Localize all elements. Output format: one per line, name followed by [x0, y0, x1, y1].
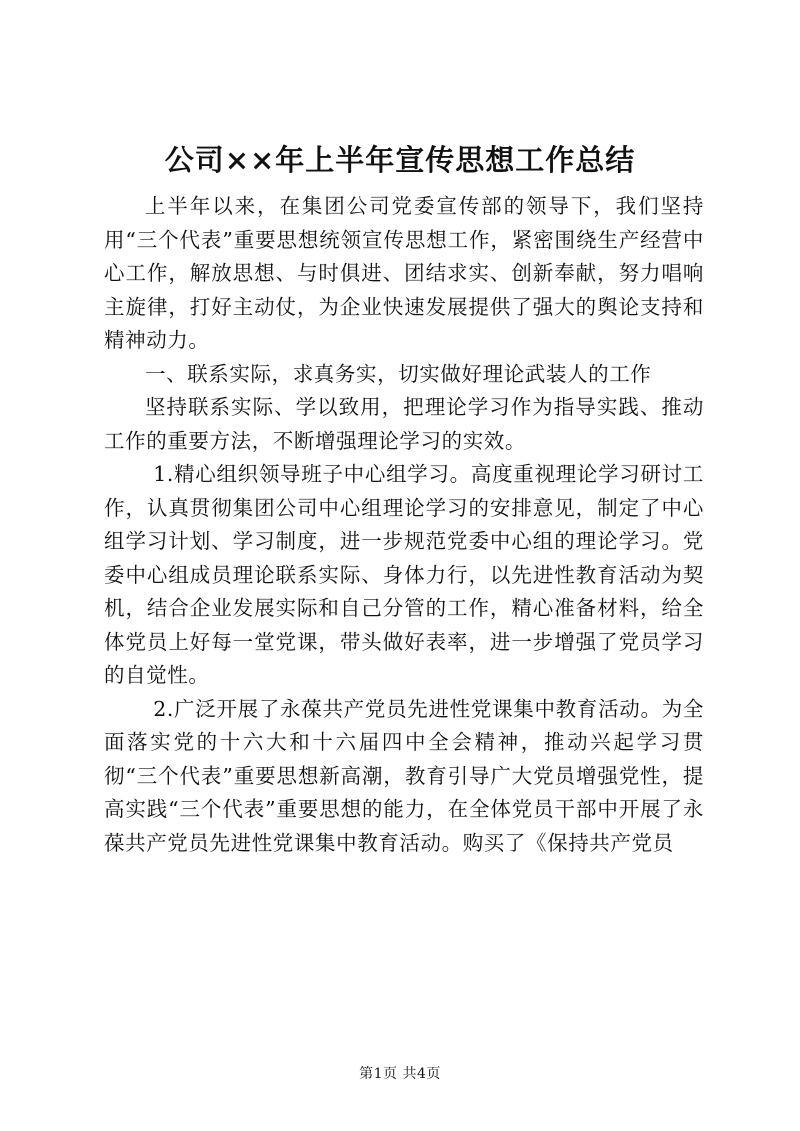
paragraph-item-1: 1.精心组织领导班子中心组学习。高度重视理论学习研讨工作，认真贯彻集团公司中心组理论学习的安排意见，制定了中心组学习计划、学习制度，进一步规范党委中心组的理论学习。党委中心组成员理论联系实际、身体力行，以先进性教育活动为契机，结合企业发展实际和自己分管的工作，精心准备材料，给全体党员上好每一堂党课，带头做好表率，进一步增强了党员学习的自觉性。 [104, 462, 704, 687]
paragraph-item-2: 2.广泛开展了永葆共产党员先进性党课集中教育活动。为全面落实党的十六大和十六届四中全会精神，推动兴起学习贯彻“三个代表”重要思想新高潮，教育引导广大党员增强党性，提高实践“三个代表”重要思想的能力，在全体党员干部中开展了永葆共产党员先进性党课集中教育活动。购买了《保持共产党员 [104, 696, 704, 855]
paragraph-intro: 上半年以来，在集团公司党委宣传部的领导下，我们坚持用“三个代表”重要思想统领宣传思想工作，紧密围绕生产经营中心工作，解放思想、与时俱进、团结求实、创新奉献，努力唱响主旋律，打好主动仗，为企业快速发展提供了强大的舆论支持和精神动力。 [104, 194, 704, 352]
paragraph-section-1-intro: 坚持联系实际、学以致用，把理论学习作为指导实践、推动工作的重要方法，不断增强理论学习的实效。 [104, 395, 704, 453]
document-title: 公司××年上半年宣传思想工作总结 [164, 143, 636, 177]
section-heading-1: 一、联系实际，求真务实，切实做好理论武装人的工作 [145, 361, 652, 386]
page-footer: 第1页 共4页 [359, 1066, 441, 1082]
document-body [104, 190, 704, 860]
